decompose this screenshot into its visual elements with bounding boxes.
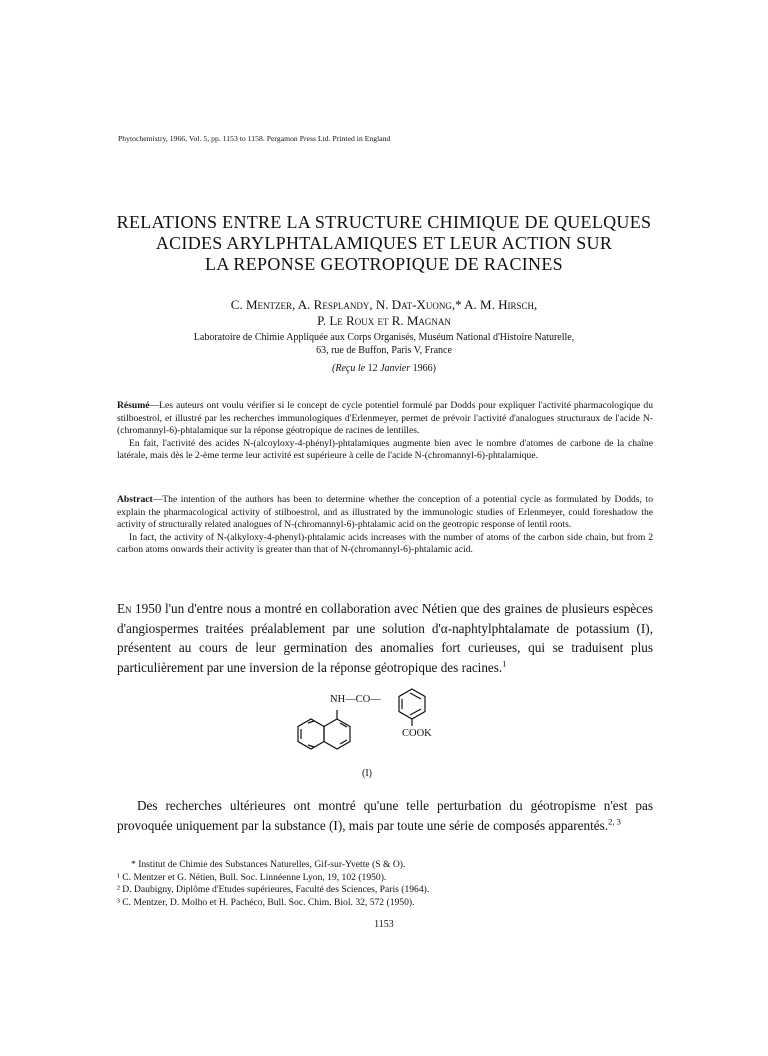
paragraph-2-text: Des recherches ultérieures ont montré qu'une telle perturbation du géotropisme n'est pas provoquée uniquement par la substance (I), mais par toute une série de composés apparentés.: [117, 798, 653, 833]
footnote-institut: * Institut de Chimie des Substances Naturelles, Gif-sur-Yvette (S & O).: [131, 859, 406, 870]
nh-co-label: NH—CO—: [330, 694, 381, 705]
cook-label: COOK: [402, 728, 432, 739]
affiliation-line-1: Laboratoire de Chimie Appliquée aux Corps Organisés, Muséum National d'Histoire Naturelle,: [193, 332, 575, 343]
compound-label: (I): [362, 768, 372, 779]
footnote-1: ¹ C. Mentzer et G. Nétien, Bull. Soc. Linnéenne Lyon, 19, 102 (1950).: [117, 871, 387, 883]
paragraph-lead: En 1950: [117, 601, 162, 616]
footnote-3: ³ C. Mentzer, D. Molho et H. Pachéco, Bull. Soc. Chim. Biol. 32, 572 (1950).: [117, 896, 415, 908]
ref-1: 1: [502, 658, 507, 669]
title-line-3: LA REPONSE GEOTROPIQUE DE RACINES: [205, 254, 563, 274]
naphthalene-ring-a: [324, 719, 350, 749]
footnote-2: ² D. Daubigny, Diplôme d'Etudes supérieures, Faculté des Sciences, Paris (1964).: [117, 884, 430, 895]
paragraph-1-text: l'un d'entre nous a montré en collaboration avec Nétien que des graines de plusieurs espèces d'angiospermes traitées préalablement par une solution d'α-naphtylphtalamate de potassium (I), présentent au cours de leur germination des anomalies fort curieuses, qui se traduisent plus particulièrement par une inversion de la réponse géotropique des racines.: [117, 601, 653, 675]
abstract-label: Abstract: [117, 494, 153, 505]
ref-2-3: 2, 3: [608, 816, 621, 827]
affiliation-line-2: 63, rue de Buffon, Paris V, France: [316, 344, 452, 356]
resume-label: Résumé: [117, 400, 150, 411]
received-day: 12: [367, 363, 381, 374]
title-line-1: RELATIONS ENTRE LA STRUCTURE CHIMIQUE DE QUELQUES: [116, 212, 652, 232]
page-number: 1153: [374, 919, 394, 930]
affiliation: [100, 332, 668, 357]
abstract-text-2: In fact, the activity of N-(alkyloxy-4-phenyl)-phtalamic acids increases with the number of atoms of the carbon side chain, but from 2 carbon atoms onwards their activity is greater than that of N-(chromannyl-6)-phtalamic acid.: [117, 531, 653, 555]
chemical-structure: [290, 684, 480, 784]
naphthalene-ring-b: [298, 719, 324, 749]
authors: [100, 297, 668, 329]
structure-drawing: [290, 684, 480, 784]
authors-line-2: P. Le Roux et R. Magnan: [317, 313, 451, 328]
received-month: Janvier: [380, 363, 411, 374]
received-prefix: (Reçu le: [332, 363, 368, 374]
body-paragraph-1: [117, 599, 653, 677]
abstract-section: [117, 494, 653, 557]
title-line-2: ACIDES ARYLPHTALAMIQUES ET LEUR ACTION SUR: [155, 233, 613, 253]
received-year: 1966): [410, 363, 436, 374]
body-paragraph-2: [117, 796, 653, 835]
received-date: [100, 363, 668, 374]
footnotes: [117, 859, 653, 909]
resume-section: [117, 400, 653, 463]
authors-line-1: C. Mentzer, A. Resplandy, N. Dat-Xuong,* A. M. Hirsch,: [230, 297, 538, 312]
abstract-text-1: —The intention of the authors has been to determine whether the conception of a potential cycle as formulated by Dodds, to explain the pharmacological activity of stilboestrol, and as illustrated by the immunologic studies of Erlenmeyer, could foreshadow the activity of structurally related analogues of N-(chromannyl-6)-phtalamic acid on the geotropic response of lentil roots.: [117, 494, 653, 530]
resume-text-2: En fait, l'activité des acides N-(alcoyloxy-4-phényl)-phtalamiques augmente bien avec le nombre d'atomes de carbone de la chaîne latérale, mais dès le 2-ème terme leur activité est supérieure à celle de l'acide N-(chromannyl-6)-phtalamique.: [117, 437, 653, 461]
journal-header: Phytochemistry, 1966, Vol. 5, pp. 1153 to 1158. Pergamon Press Ltd. Printed in England: [118, 134, 391, 143]
paper-title: [100, 212, 668, 275]
resume-text-1: —Les auteurs ont voulu vérifier si le concept de cycle potentiel formulé par Dodds pour expliquer l'activité pharmacologique du stilboestrol, et illustré par les recherches immunologiques d'Erlenmeyer, permet de prévoir l'activité d'analogues structuraux de l'acide N-(chromannyl-6)-phtalamique sur la réponse géotropique de racines de lentilles.: [117, 400, 653, 436]
